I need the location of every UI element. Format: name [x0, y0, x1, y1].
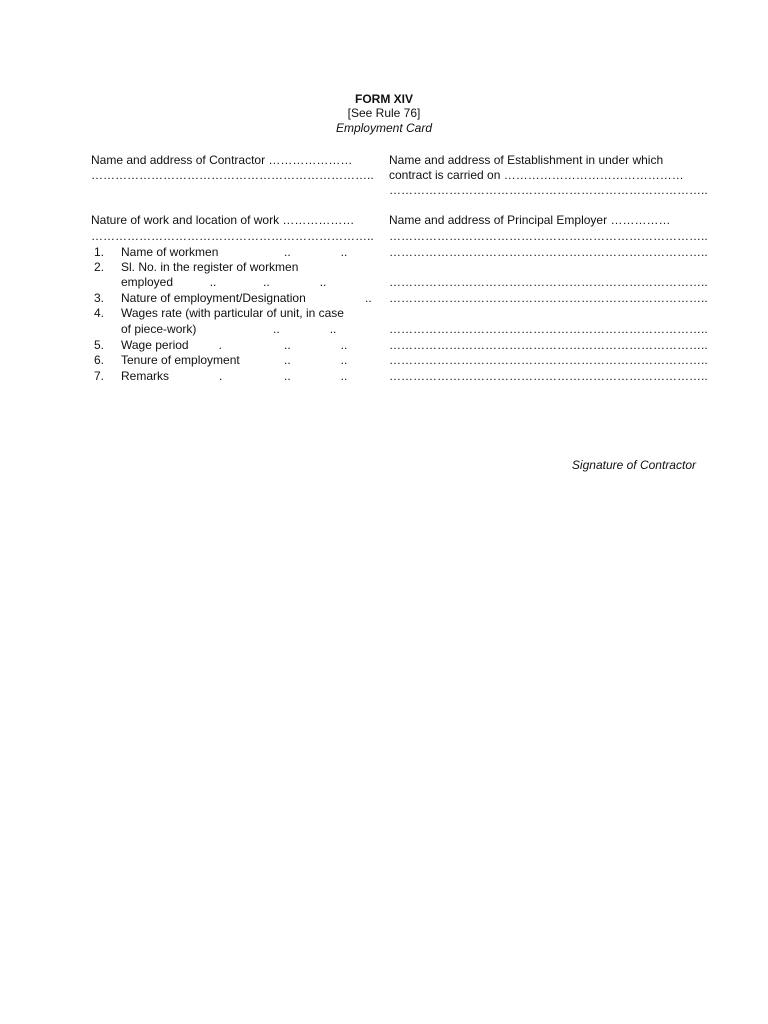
principal-employer-label: Name and address of Principal Employer ……………: [389, 213, 671, 227]
establishment-label-cont: contract is carried on ………………………………………: [389, 168, 684, 182]
item-label-wage-period: Wage period .: [121, 338, 222, 352]
nature-of-work-label: Nature of work and location of work ………………: [91, 213, 355, 227]
item-label-register-no-cont: employed .. .. ..: [121, 275, 327, 289]
item-fill-line: ……………………………………………………………………..: [389, 338, 708, 352]
item-fill-line: ……………………………………………………………………..: [389, 322, 708, 336]
establishment-label: Name and address of Establishment in under which: [389, 153, 664, 167]
signature-label: Signature of Contractor: [571, 458, 696, 472]
item-label-designation: Nature of employment/Designation: [121, 291, 306, 305]
item-fill-line: ……………………………………………………………………..: [389, 291, 708, 305]
item-dots: .. ..: [284, 338, 348, 352]
item-number: 1.: [93, 245, 104, 259]
contractor-label: Name and address of Contractor …………………: [91, 153, 353, 167]
item-fill-line: ……………………………………………………………………..: [389, 369, 708, 383]
item-dots: .. ..: [284, 245, 348, 259]
item-number: 7.: [93, 369, 104, 383]
item-dots: .. ..: [284, 353, 348, 367]
form-title: FORM XIV: [354, 92, 413, 106]
item-number: 3.: [93, 291, 104, 305]
item-number: 4.: [93, 306, 104, 320]
card-title: Employment Card: [335, 121, 433, 135]
rule-reference: [See Rule 76]: [347, 106, 421, 120]
principal-employer-dotted-line: ……………………………………………………………………..: [389, 229, 708, 243]
item-label-tenure: Tenure of employment: [121, 353, 240, 367]
item-label-wages-rate-cont: of piece-work) .. ..: [121, 322, 337, 336]
establishment-dotted-line: ……………………………………………………………………..: [389, 183, 708, 197]
item-label-wages-rate: Wages rate (with particular of unit, in case: [121, 306, 344, 320]
item-number: 6.: [93, 353, 104, 367]
item-fill-line: ……………………………………………………………………..: [389, 353, 708, 367]
item-label-remarks: Remarks .: [121, 369, 223, 383]
item-fill-line: ……………………………………………………………………..: [389, 275, 708, 289]
item-number: 5.: [93, 338, 104, 352]
item-label-register-no: Sl. No. in the register of workmen: [121, 260, 299, 274]
item-dots: ..: [365, 291, 372, 305]
item-dots: .. ..: [284, 369, 348, 383]
nature-of-work-dotted-line: ……………………………………………………………..: [91, 229, 374, 243]
item-number: 2.: [93, 260, 104, 274]
contractor-dotted-line: ……………………………………………………………..: [91, 168, 374, 182]
item-fill-line: ……………………………………………………………………..: [389, 245, 708, 259]
item-label-workmen-name: Name of workmen: [121, 245, 219, 259]
